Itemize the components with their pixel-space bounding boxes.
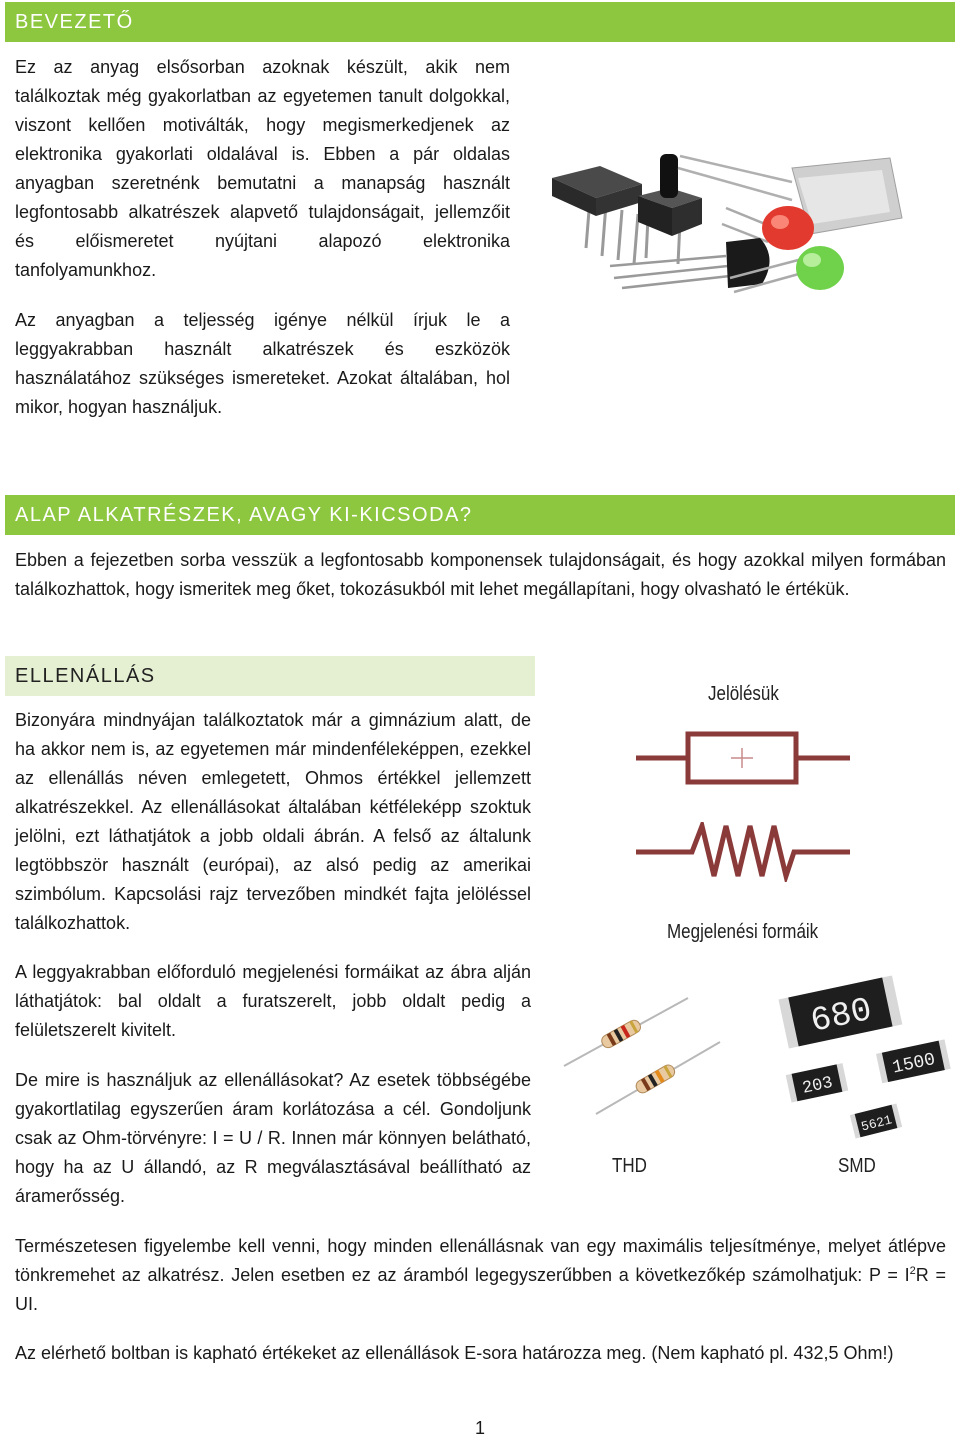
smd-code-203: 203 xyxy=(800,1073,835,1099)
resistor-paragraph-2: A leggyakrabban előforduló megjelenési formáikat az ábra alján láthatjátok: bal oldalt a furatszerelt, jobb oldalt pedig a felületszerelt kivitelt. xyxy=(15,962,531,1040)
power-text-before: Természetesen figyelembe kell venni, hogy minden ellenállásnak van egy maximális teljesítménye, melyet átlépve tönkremehet az alkatrész. Jelen esetben ez az áramból legegyszerűbben a következőkép számolhatjuk: P = I xyxy=(15,1236,946,1285)
subsection-header-resistor xyxy=(5,656,535,696)
thd-resistors-image xyxy=(560,990,730,1120)
power-paragraph xyxy=(15,1232,946,1319)
section-header-intro xyxy=(5,2,955,42)
basics-paragraph: Ebben a fejezetben sorba vesszük a legfontosabb komponensek tulajdonságait, és hogy azokkal milyen formában találkozhattok, hogy ismeritek meg őket, tokozásukból mit lehet megállapítani, hogy olvasható le értékük. xyxy=(15,550,946,599)
push-button-shape xyxy=(638,154,702,264)
section-title: BEVEZETŐ xyxy=(15,10,134,33)
american-resistor-symbol xyxy=(636,822,850,882)
intro-paragraph-2: Az anyagban a teljesség igénye nélkül írjuk le a leggyakrabban használt alkatrészek és eszközök használatához szükséges ismereteket. Azokat általában, hol mikor, hogyan használjuk. xyxy=(15,310,510,417)
section-header-basics xyxy=(5,495,955,535)
smd-resistors-image xyxy=(770,965,960,1150)
smd-label: SMD xyxy=(838,1155,876,1177)
forms-label: Megjelenési formáik xyxy=(667,921,819,943)
european-resistor-symbol xyxy=(636,730,850,790)
electronic-components-image xyxy=(530,138,920,368)
power-superscript: 2 xyxy=(909,1265,916,1277)
subsection-title: ELLENÁLLÁS xyxy=(15,664,156,687)
transistor-shape xyxy=(610,238,770,288)
section-title: ALAP ALKATRÉSZEK, AVAGY KI-KICSODA? xyxy=(15,503,473,526)
resistor-paragraph-3: De mire is használjuk az ellenállásokat? Az esetek többségébe gyakortlatilag egyszerűen áram korlátozása a cél. Gondoljunk csak az Ohm-törvényre: I = U / R. Innen már könnyen belátható, hogy ha az U állandó, az R megválasztásával beállítható az áramerősség. xyxy=(15,1070,531,1206)
ic-chip-shape xyxy=(552,166,642,264)
thd-label: THD xyxy=(612,1155,647,1177)
eseries-paragraph: Az elérhető boltban is kapható értékeket az ellenállások E-sora határozza meg. (Nem kapható pl. 432,5 Ohm!) xyxy=(15,1343,894,1363)
intro-paragraph-1: Ez az anyag elsősorban azoknak készült, akik nem találkoztak még gyakorlatban az egyetemen tanult dolgokkal, viszont kellően motiválták, hogy megismerkedjenek az elektronika gyakorlati oldalával is. Ebben a pár oldalas anyagban szeretnénk bemutatni a manapság használt legfontosabb alkatrészek alapvető tulajdonságait, jellemzőit és előismeretet nyújtani alapozó elektronika tanfolyamunkhoz. xyxy=(15,57,510,280)
smd-code-5621: 5621 xyxy=(859,1112,894,1135)
page-number: 1 xyxy=(474,1418,485,1438)
smd-code-1500: 1500 xyxy=(890,1049,938,1079)
symbols-label: Jelölésük xyxy=(708,683,779,705)
resistor-paragraph-1: Bizonyára mindnyájan találkoztatok már a gimnázium alatt, de ha akkor nem is, az egyetemen már mindenféleképpen, ezekkel az ellenállás néven emlegetett, Ohmos értékkel jellemzett alkatrészekkel. Az ellenállásokat általában kétféleképp szoktuk jelölni, ezt láthatjátok a jobb oldali ábrán. A felső az általunk legtöbbször használt (európai), az alsó pedig az amerikai szimbólum. Kapcsolási rajz tervezőben mindkét fajta jelöléssel találkozhattok. xyxy=(15,710,531,933)
smd-code-680: 680 xyxy=(807,991,876,1042)
power-text-after: R = UI. xyxy=(15,1265,946,1314)
